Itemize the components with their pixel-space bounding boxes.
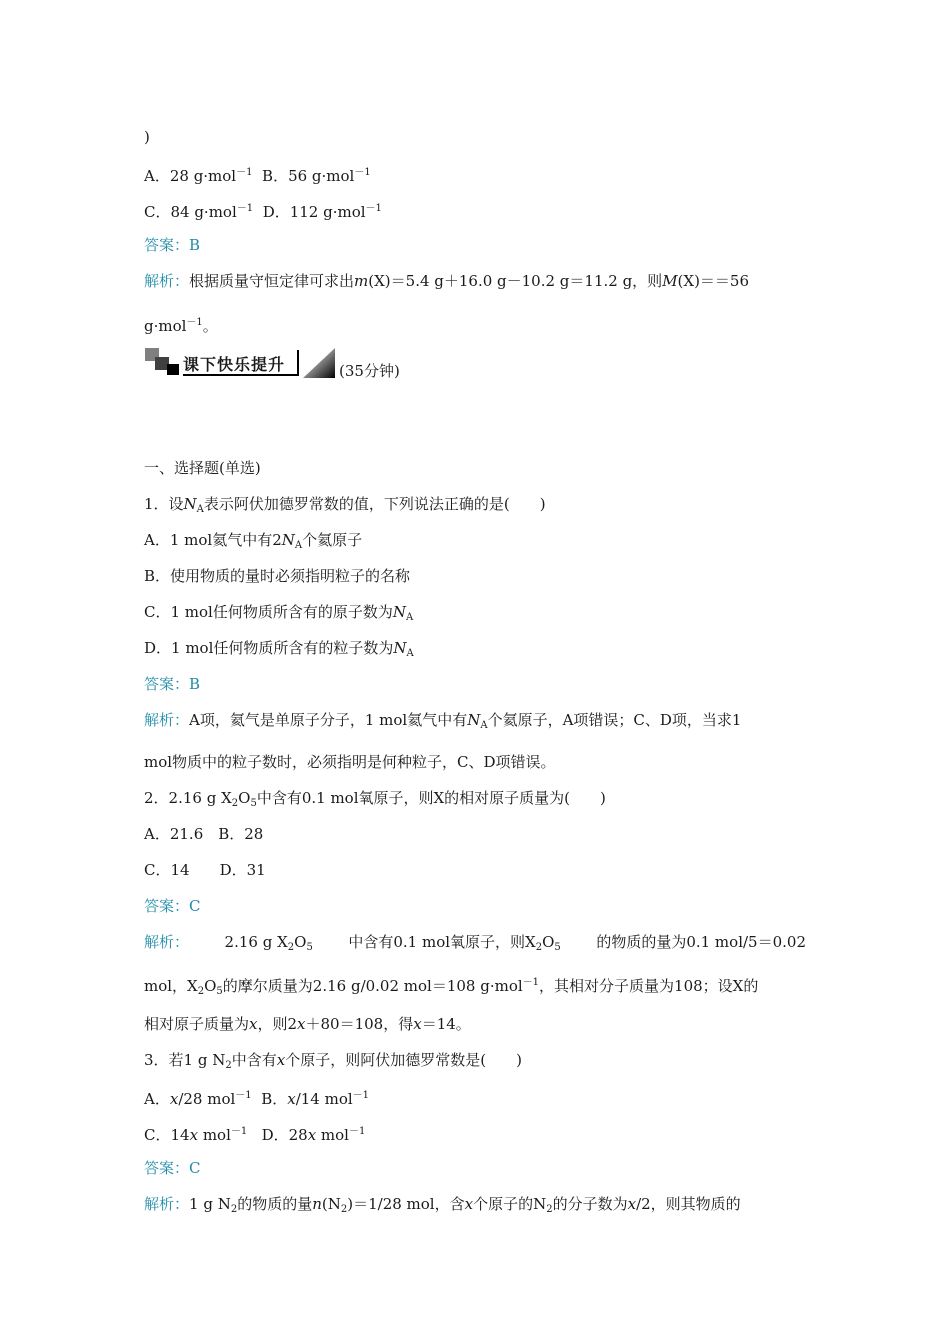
q2-stem xyxy=(144,788,606,814)
subscript: A xyxy=(480,720,488,731)
q-text: 中含有 xyxy=(231,1051,277,1069)
analysis-text: g·mol xyxy=(144,317,187,335)
analysis-text: (X)＝＝56 xyxy=(677,272,750,290)
answer-value: B xyxy=(189,675,201,693)
answer-value: B xyxy=(189,236,201,254)
option-c: mol xyxy=(198,1126,231,1144)
var-N: N xyxy=(183,495,197,513)
option-a: A．28 g·mol xyxy=(144,167,237,185)
q-text: 1．设 xyxy=(144,495,184,513)
q-text: C．1 mol任何物质所含有的原子数为 xyxy=(144,603,393,621)
analysis-text: 的摩尔质量为2.16 g/0.02 mol＝108 g·mol xyxy=(222,977,523,995)
exponent: －1 xyxy=(352,1090,370,1101)
q-text: 3．若1 g N xyxy=(144,1051,226,1069)
analysis-text: O xyxy=(542,933,555,951)
answer-label: 答案： xyxy=(144,675,190,693)
var-N: N xyxy=(467,711,481,729)
analysis-text: O xyxy=(294,933,307,951)
prev-options-ab xyxy=(144,163,371,186)
analysis-text: 的物质的量为0.1 mol/5＝0.02 xyxy=(596,933,806,951)
q1-option-b: B．使用物质的量时必须指明粒子的名称 xyxy=(144,567,411,585)
analysis-text: mol，X xyxy=(144,977,198,995)
analysis-text: ＋80＝108，得 xyxy=(305,1015,414,1033)
q2-analysis-line-1 xyxy=(144,932,806,958)
q-text: 中含有0.1 mol氧原子，则X的相对原子质量为( ) xyxy=(256,789,606,807)
var-N: N xyxy=(393,639,407,657)
analysis-text: 相对原子质量为 xyxy=(144,1015,250,1033)
answer-label: 答案： xyxy=(144,1159,190,1177)
q1-answer xyxy=(144,674,200,694)
option-d: mol xyxy=(316,1126,349,1144)
analysis-text: 。 xyxy=(202,317,218,335)
analysis-text: 根据质量守恒定律可求出 xyxy=(189,272,355,290)
analysis-label: 解析： xyxy=(144,1195,190,1213)
subscript: 2 xyxy=(546,1204,553,1215)
answer-value: C xyxy=(189,897,201,915)
analysis-text: 个原子的N xyxy=(473,1195,547,1213)
var-x: x xyxy=(464,1195,474,1213)
exponent: －1 xyxy=(236,203,254,214)
subscript: A xyxy=(405,612,414,623)
prev-options-cd xyxy=(144,199,382,222)
banner-divider xyxy=(297,350,299,376)
var-M: M xyxy=(662,272,678,290)
banner-triangle-icon xyxy=(303,348,335,378)
subscript: 5 xyxy=(554,942,561,953)
q2-analysis-line-3 xyxy=(144,1014,471,1034)
subscript: 2 xyxy=(231,798,239,809)
paren-close: ) xyxy=(144,128,150,146)
q3-answer xyxy=(144,1158,201,1178)
banner-duration: (35分钟) xyxy=(339,362,400,380)
analysis-text: ，其相对分子质量为108；设X的 xyxy=(539,977,759,995)
subscript: 2 xyxy=(535,942,543,953)
exponent: －1 xyxy=(236,167,253,178)
analysis-text: 个氦原子，A项错误；C、D项，当求1 xyxy=(487,711,742,729)
answer-label: 答案： xyxy=(144,897,190,915)
analysis-label: 解析： xyxy=(144,272,190,290)
exponent: －1 xyxy=(365,203,382,214)
q1-analysis-line-2: mol物质中的粒子数时，必须指明是何种粒子，C、D项错误。 xyxy=(144,753,556,771)
q3-stem xyxy=(144,1050,522,1076)
var-x: x xyxy=(189,1126,199,1144)
option-a: A． xyxy=(144,1090,170,1108)
analysis-text: O xyxy=(204,977,217,995)
var-n: n xyxy=(312,1195,322,1213)
prev-analysis-line-2 xyxy=(144,313,218,336)
analysis-text: 1 g N xyxy=(189,1195,231,1213)
analysis-text: 2.16 g X xyxy=(224,933,288,951)
exponent: －1 xyxy=(354,167,371,178)
subscript: 2 xyxy=(197,986,205,997)
var-x: x xyxy=(413,1015,422,1033)
option-b: B． xyxy=(261,1090,288,1108)
subscript: 5 xyxy=(306,942,313,953)
analysis-label: 解析： xyxy=(144,933,190,951)
subscript: A xyxy=(294,540,303,551)
option-d: D．28 xyxy=(261,1126,308,1144)
analysis-text: /2，则其物质的 xyxy=(636,1195,741,1213)
q2-answer xyxy=(144,896,201,916)
q-text: 个原子，则阿伏加德罗常数是( ) xyxy=(285,1051,522,1069)
prev-answer xyxy=(144,235,200,255)
q2-options-ab: A．21.6 B．28 xyxy=(144,825,264,843)
subscript: 5 xyxy=(250,798,257,809)
subscript: 2 xyxy=(225,1060,232,1071)
subscript: 5 xyxy=(216,986,223,997)
q-text: O xyxy=(238,789,251,807)
option-c: C．14 xyxy=(144,1126,190,1144)
q-text: 表示阿伏加德罗常数的值，下列说法正确的是( ) xyxy=(203,495,546,513)
analysis-text: 中含有0.1 mol氧原子，则X xyxy=(348,933,536,951)
banner-title: 课下快乐提升 xyxy=(183,355,286,374)
q-text: 个氦原子 xyxy=(302,531,363,549)
q-text: 2．2.16 g X xyxy=(144,789,232,807)
subscript: 2 xyxy=(230,1204,238,1215)
analysis-text: 的分子数为 xyxy=(552,1195,628,1213)
var-x: x xyxy=(169,1090,179,1108)
exponent: －1 xyxy=(186,317,203,328)
analysis-text: ＝14。 xyxy=(421,1015,471,1033)
q1-option-c xyxy=(144,602,413,628)
q-text: A．1 mol氦气中有2 xyxy=(144,531,282,549)
exponent: －1 xyxy=(522,977,540,988)
q-text: D．1 mol任何物质所含有的粒子数为 xyxy=(144,639,394,657)
subscript: A xyxy=(196,504,204,515)
prev-analysis-line-1 xyxy=(144,271,749,291)
option-d: D．112 g·mol xyxy=(262,203,366,221)
section-heading: 一、选择题(单选) xyxy=(144,459,261,477)
q1-option-d xyxy=(144,638,414,664)
option-c: C．84 g·mol xyxy=(144,203,237,221)
var-x: x xyxy=(627,1195,637,1213)
analysis-text: (N xyxy=(321,1195,341,1213)
exponent: －1 xyxy=(235,1090,252,1101)
exponent: －1 xyxy=(230,1126,248,1137)
option-b: B．56 g·mol xyxy=(262,167,355,185)
banner-square-icon xyxy=(167,364,179,375)
analysis-text: 的物质的量 xyxy=(237,1195,313,1213)
var-N: N xyxy=(281,531,295,549)
var-x: x xyxy=(307,1126,317,1144)
var-m: m xyxy=(354,272,369,290)
analysis-text xyxy=(348,932,560,958)
subscript: 2 xyxy=(287,942,295,953)
option-b: /14 mol xyxy=(295,1090,353,1108)
subscript: 2 xyxy=(340,1204,348,1215)
analysis-text xyxy=(225,932,313,958)
analysis-text: A项，氦气是单原子分子，1 mol氦气中有 xyxy=(189,711,468,729)
analysis-text: )＝1/28 mol，含 xyxy=(347,1195,465,1213)
var-x: x xyxy=(287,1090,296,1108)
analysis-text: (X)＝5.4 g＋16.0 g－10.2 g＝11.2 g，则 xyxy=(368,272,663,290)
q3-analysis-line-1 xyxy=(144,1194,741,1220)
analysis-label: 解析： xyxy=(144,711,190,729)
q1-analysis-line-1 xyxy=(144,710,741,736)
var-x: x xyxy=(249,1015,258,1033)
q3-options-cd xyxy=(144,1122,365,1145)
q1-stem xyxy=(144,494,546,520)
answer-value: C xyxy=(189,1159,201,1177)
subscript: A xyxy=(406,648,414,659)
var-x: x xyxy=(297,1015,306,1033)
q3-options-ab xyxy=(144,1086,369,1109)
q2-analysis-line-2 xyxy=(144,973,758,1002)
answer-label: 答案： xyxy=(144,236,190,254)
var-N: N xyxy=(392,603,406,621)
q1-option-a xyxy=(144,530,362,556)
q2-options-cd: C．14 D．31 xyxy=(144,861,266,879)
banner-underline xyxy=(183,374,298,376)
option-a: /28 mol xyxy=(178,1090,236,1108)
exponent: －1 xyxy=(348,1126,366,1137)
analysis-text: ，则2 xyxy=(257,1015,298,1033)
var-x: x xyxy=(276,1051,286,1069)
